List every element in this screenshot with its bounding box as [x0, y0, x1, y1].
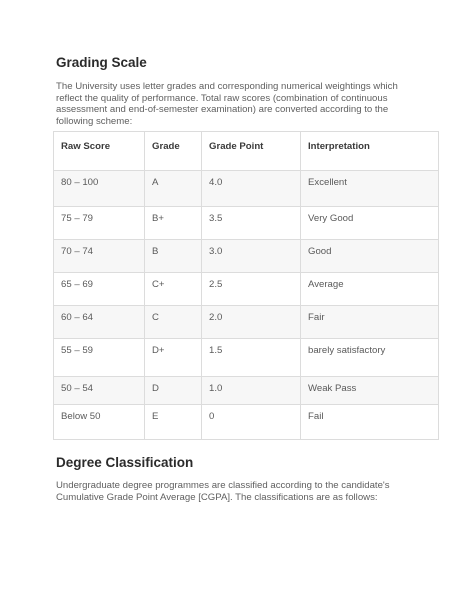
grade-cell: E — [145, 405, 202, 440]
grade-cell: C+ — [145, 273, 202, 306]
table-row — [54, 240, 439, 273]
raw-score-cell: 55 – 59 — [54, 339, 145, 377]
table-row — [54, 273, 439, 306]
grade-cell: D+ — [145, 339, 202, 377]
grading-table-header — [54, 132, 439, 171]
table-row — [54, 339, 439, 377]
grade-point-cell: 2.0 — [202, 306, 301, 339]
interpretation-cell: Weak Pass — [301, 377, 439, 405]
interpretation-cell: Excellent — [301, 171, 439, 207]
grade-point-cell: 1.0 — [202, 377, 301, 405]
grade-point-cell: 3.5 — [202, 207, 301, 240]
table-row — [54, 207, 439, 240]
interpretation-cell: Average — [301, 273, 439, 306]
interpretation-cell: Good — [301, 240, 439, 273]
header-grade-point: Grade Point — [202, 132, 301, 171]
grading-scale-heading: Grading Scale — [56, 55, 147, 70]
grade-cell: D — [145, 377, 202, 405]
grading-table — [53, 131, 439, 440]
raw-score-cell: 80 – 100 — [54, 171, 145, 207]
raw-score-cell: 65 – 69 — [54, 273, 145, 306]
degree-classification-heading: Degree Classification — [56, 455, 194, 470]
table-row — [54, 306, 439, 339]
raw-score-cell: 50 – 54 — [54, 377, 145, 405]
grade-point-cell: 0 — [202, 405, 301, 440]
interpretation-cell: Fail — [301, 405, 439, 440]
table-row — [54, 377, 439, 405]
table-row — [54, 171, 439, 207]
grade-cell: A — [145, 171, 202, 207]
header-raw-score: Raw Score — [54, 132, 145, 171]
degree-classification-intro: Undergraduate degree programmes are classified according to the candidate's Cumulative Grade Point Average [CGPA]. The classifications are as follows: — [56, 480, 390, 503]
raw-score-cell: 60 – 64 — [54, 306, 145, 339]
grade-cell: C — [145, 306, 202, 339]
header-interpretation: Interpretation — [301, 132, 439, 171]
raw-score-cell: 75 – 79 — [54, 207, 145, 240]
grade-point-cell: 4.0 — [202, 171, 301, 207]
grading-scale-intro: The University uses letter grades and corresponding numerical weightings which reflect the quality of performance. Total raw scores (combination of continuous assessment and end-of-semester examination) are converted according to the following scheme: — [56, 81, 398, 127]
grade-cell: B — [145, 240, 202, 273]
table-row — [54, 405, 439, 440]
grade-point-cell: 1.5 — [202, 339, 301, 377]
header-grade: Grade — [145, 132, 202, 171]
interpretation-cell: Fair — [301, 306, 439, 339]
grade-point-cell: 2.5 — [202, 273, 301, 306]
grade-cell: B+ — [145, 207, 202, 240]
interpretation-cell: Very Good — [301, 207, 439, 240]
raw-score-cell: 70 – 74 — [54, 240, 145, 273]
raw-score-cell: Below 50 — [54, 405, 145, 440]
grade-point-cell: 3.0 — [202, 240, 301, 273]
interpretation-cell: barely satisfactory — [301, 339, 439, 377]
